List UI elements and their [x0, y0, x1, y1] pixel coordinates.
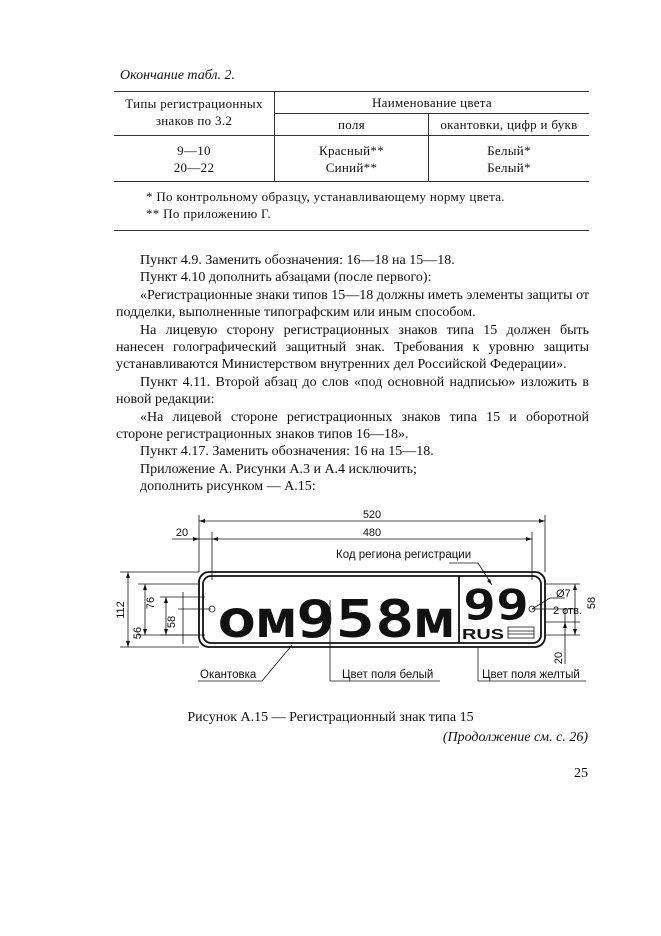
sub-header-border: окантовки, цифр и букв — [429, 114, 590, 136]
dim-58-left: 58 — [166, 615, 178, 629]
page-number: 25 — [574, 766, 588, 781]
row1-border: Белый* — [487, 142, 531, 158]
sub-header-field: поля — [275, 114, 429, 136]
col1-header-line2: знаков по 3.2 — [155, 113, 233, 128]
row1-types: 9—10 — [177, 142, 211, 158]
dim-76: 76 — [145, 596, 157, 610]
row2-field: Синий** — [325, 159, 378, 175]
table-caption: Окончание табл. 2. — [120, 68, 235, 83]
dim-112: 112 — [115, 601, 127, 619]
color-table — [114, 91, 589, 231]
plate-region: 99 — [463, 580, 529, 629]
label-border: Окантовка — [200, 669, 257, 681]
hole-diameter: Ø7 — [556, 588, 571, 600]
paragraph: Пункт 4.9. Заменить обозначения: 16—18 на 15—18. — [140, 253, 455, 268]
figure-caption: Рисунок А.15 — Регистрационный знак типа 15 — [187, 710, 474, 725]
dim-56: 56 — [132, 626, 144, 640]
label-field-white: Цвет поля белый — [342, 669, 434, 681]
plate-country: RUS — [462, 626, 504, 643]
note-2: ** По приложению Г. — [146, 206, 271, 221]
dim-20-bottom: 20 — [553, 651, 565, 665]
dim-520: 520 — [362, 509, 382, 521]
plate-drawing — [0, 500, 661, 700]
dim-20-top: 20 — [175, 527, 189, 539]
paragraph: Пункт 4.11. Второй абзац до слов «под основной надписью» изложить в новой редакции: — [116, 374, 589, 408]
paragraph: Пункт 4.10 дополнить абзацами (после первого): — [140, 270, 432, 286]
col1-header — [114, 92, 275, 136]
paragraph: Пункт 4.17. Заменить обозначения: 16 на 15—18. — [140, 444, 434, 460]
row1-field: Красный** — [318, 142, 385, 158]
dim-480: 480 — [362, 527, 382, 539]
paragraph: «Регистрационные знаки типов 15—18 должны иметь элементы защиты от подделки, выполненные типографским или иным способом. — [116, 287, 589, 321]
table-cell-types — [114, 136, 275, 182]
label-field-yellow: Цвет поля желтый — [482, 669, 580, 681]
group-header: Наименование цвета — [275, 92, 590, 114]
table-cell-border — [429, 136, 590, 182]
dim-58-right: 58 — [586, 596, 598, 610]
hole-count: 2 отв. — [553, 605, 582, 617]
body-text — [116, 252, 589, 496]
paragraph: На лицевую сторону регистрационных знаков типа 15 должен быть нанесен голографический защитный знак. Требования к уровню защиты устанавливаются Министерством внутренних дел Российской Федерации». — [116, 322, 589, 373]
col1-header-line1: Типы регистрационных — [125, 96, 263, 111]
label-region-code: Код региона регистрации — [336, 549, 472, 561]
plate-number: ом958м — [217, 590, 454, 650]
table-notes — [114, 182, 589, 231]
note-1: * По контрольному образцу, устанавливающему норму цвета. — [146, 189, 505, 204]
paragraph: дополнить рисунком — А.15: — [140, 479, 316, 495]
continuation-note: (Продолжение см. с. 26) — [442, 730, 588, 745]
paragraph: «На лицевой стороне регистрационных знаков типа 15 и оборотной стороне регистрационных знаков типов 16—18». — [116, 409, 589, 443]
row2-border: Белый* — [487, 159, 531, 175]
paragraph: Приложение А. Рисунки А.3 и А.4 исключить; — [140, 461, 417, 477]
row2-types: 20—22 — [173, 159, 215, 175]
table-cell-field — [275, 136, 429, 182]
